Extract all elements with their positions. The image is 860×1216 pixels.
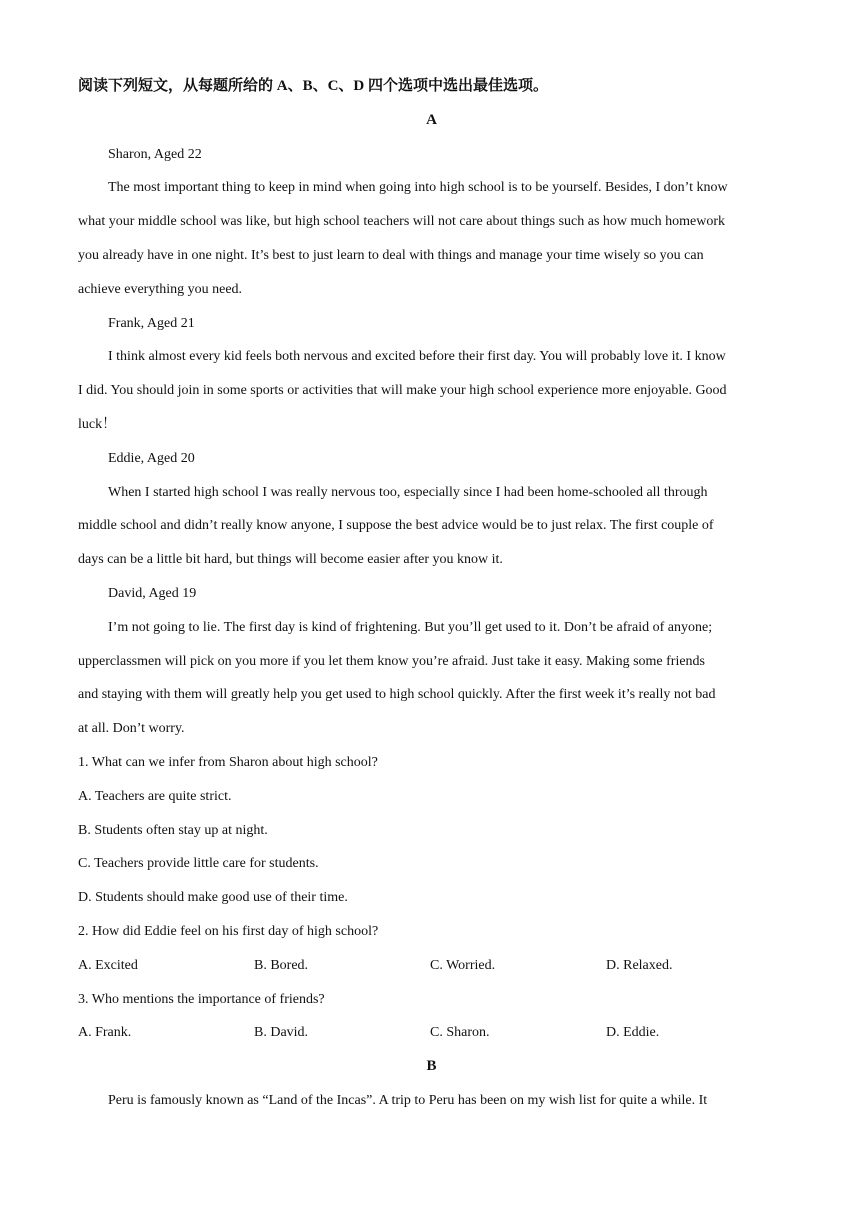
question-stem: 2. How did Eddie feel on his first day of high school? (78, 923, 379, 939)
entry-text-line: luck！ (78, 416, 117, 432)
entry-name: Sharon, Aged 22 (108, 146, 202, 162)
section-b-text-line: Peru is famously known as “Land of the Incas”. A trip to Peru has been on my wish list for quite a while. It (108, 1092, 708, 1108)
answer-option[interactable]: D. Students should make good use of their time. (78, 890, 348, 906)
entry-name: Frank, Aged 21 (108, 315, 195, 331)
option-row (78, 949, 785, 983)
answer-option[interactable]: D. Eddie. (606, 1025, 660, 1041)
entry-text-line: at all. Don’t worry. (78, 721, 185, 737)
entry-text-line: what your middle school was like, but high school teachers will not care about things such as how much homework (78, 214, 725, 230)
answer-option[interactable]: C. Teachers provide little care for students. (78, 856, 319, 872)
answer-option[interactable]: A. Frank. (78, 1025, 132, 1041)
entry-text-line: middle school and didn’t really know anyone, I suppose the best advice would be to just relax. The first couple of (78, 518, 714, 534)
question-stem: 3. Who mentions the importance of friends? (78, 991, 325, 1007)
answer-option[interactable]: C. Sharon. (430, 1025, 490, 1041)
answer-option[interactable]: A. Teachers are quite strict. (78, 788, 232, 804)
answer-option[interactable]: B. Bored. (254, 957, 309, 973)
entry-name: Eddie, Aged 20 (108, 450, 195, 466)
answer-option[interactable]: D. Relaxed. (606, 957, 673, 973)
answer-option[interactable]: B. David. (254, 1025, 309, 1041)
answer-option[interactable]: A. Excited (78, 957, 138, 973)
entry-text-line: upperclassmen will pick on you more if you let them know you’re afraid. Just take it easy. Making some friends (78, 653, 705, 669)
instruction: 阅读下列短文，从每题所给的 A、B、C、D 四个选项中选出最佳选项。 (78, 78, 549, 94)
entry-text-line: I’m not going to lie. The first day is kind of frightening. But you’ll get used to it. Don’t be afraid of anyone; (108, 619, 713, 635)
answer-option[interactable]: B. Students often stay up at night. (78, 822, 268, 838)
entry-text-line: you already have in one night. It’s best to just learn to deal with things and manage your time wisely so you can (78, 247, 704, 263)
exam-page (78, 70, 785, 1118)
entry-name: David, Aged 19 (108, 585, 197, 601)
entry-text-line: days can be a little bit hard, but things will become easier after you know it. (78, 552, 503, 568)
entry-text-line: I think almost every kid feels both nervous and excited before their first day. You will probably love it. I know (108, 349, 726, 365)
section-b-label: B (426, 1058, 437, 1075)
entry-text-line: When I started high school I was really nervous too, especially since I had been home-schooled all through (108, 484, 708, 500)
entry-text-line: achieve everything you need. (78, 281, 243, 297)
entry-text-line: I did. You should join in some sports or activities that will make your high school experience more enjoyable. Good (78, 383, 727, 399)
section-a-label: A (426, 111, 437, 128)
answer-option[interactable]: C. Worried. (430, 957, 496, 973)
option-row (78, 1016, 785, 1050)
entry-text-line: The most important thing to keep in mind when going into high school is to be yourself. Besides, I don’t know (108, 180, 728, 196)
question-stem: 1. What can we infer from Sharon about high school? (78, 754, 378, 770)
entry-text-line: and staying with them will greatly help you get used to high school quickly. After the first week it’s really not bad (78, 687, 716, 703)
